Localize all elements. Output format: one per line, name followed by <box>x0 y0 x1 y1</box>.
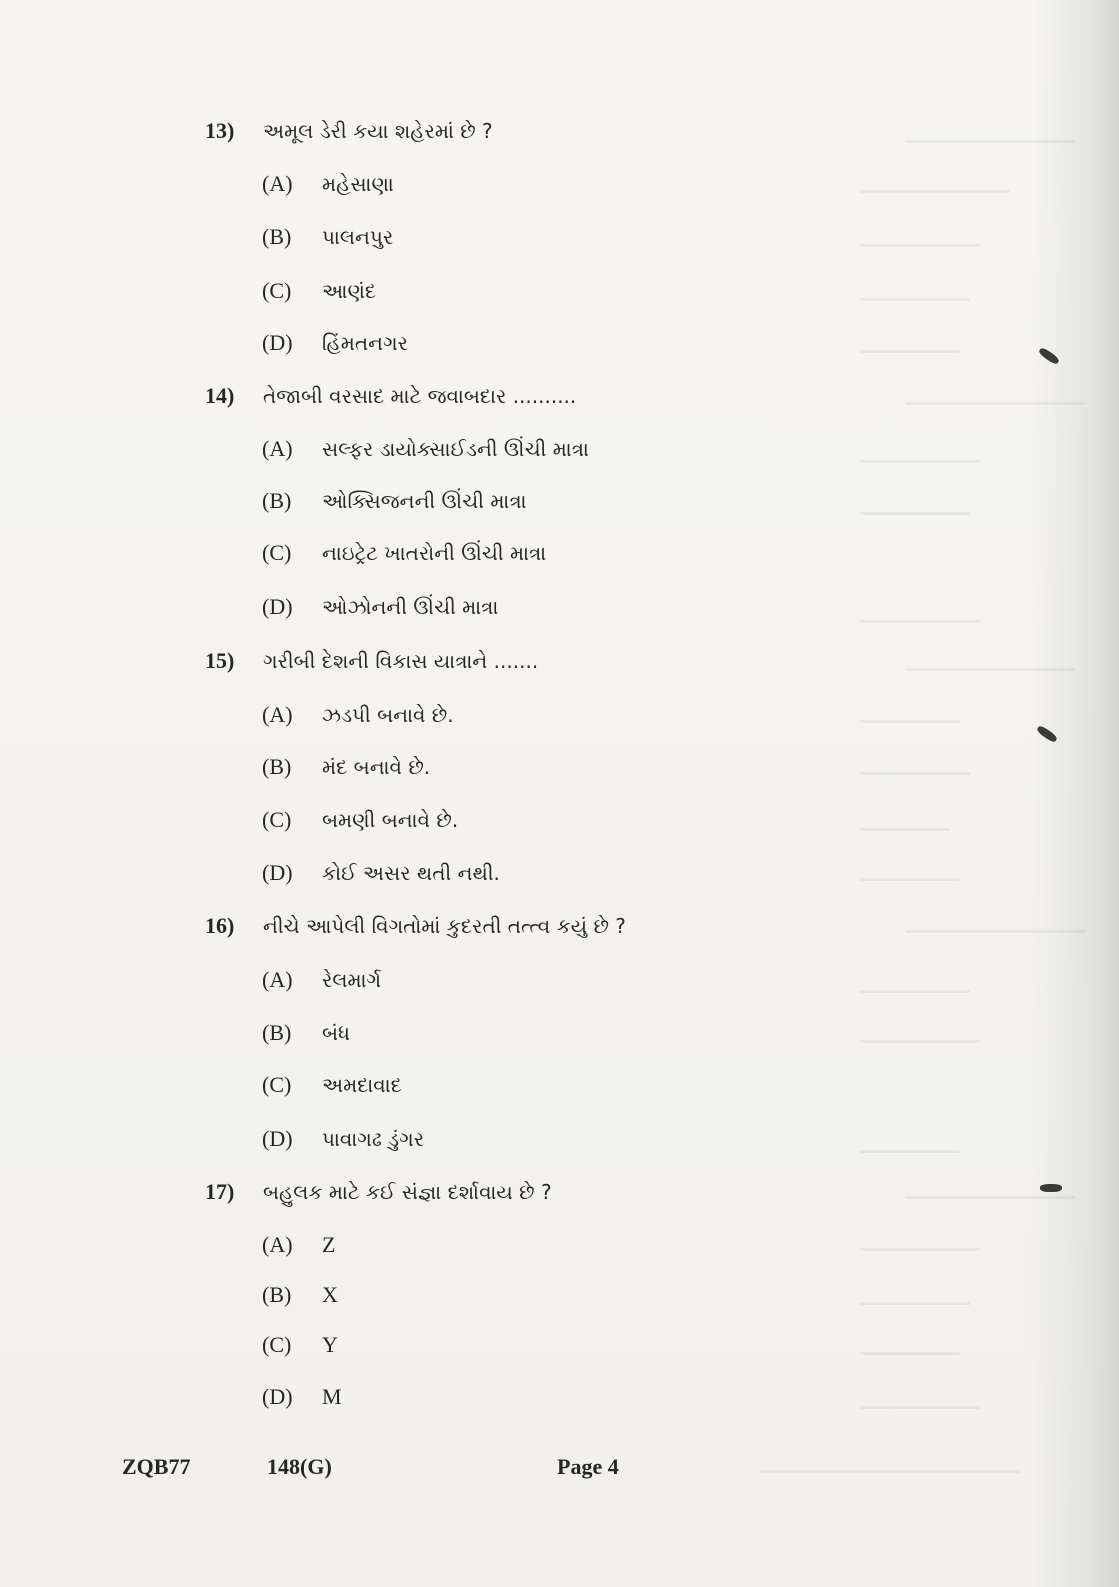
option-label: (C) <box>262 1072 292 1097</box>
punch-hole-mark <box>1038 346 1061 365</box>
bleed-through-line <box>905 140 1075 143</box>
option-label: (B) <box>262 488 292 513</box>
question-number: 17) <box>205 1179 235 1204</box>
option-label: (A) <box>262 967 293 992</box>
option-label: (D) <box>262 594 293 619</box>
bleed-through-line <box>860 1150 960 1153</box>
option-label: (C) <box>262 807 292 832</box>
question-number: 15) <box>205 648 235 673</box>
option-text: મહેસાણા <box>322 172 394 196</box>
option-label: (D) <box>262 860 293 885</box>
bleed-through-line <box>860 990 970 993</box>
bleed-through-line <box>860 244 980 247</box>
option-17-c <box>262 1332 338 1358</box>
question-number: 14) <box>205 383 235 408</box>
option-14-a <box>262 436 589 462</box>
option-16-c <box>262 1072 402 1098</box>
bleed-through-line <box>905 1196 1075 1199</box>
option-15-a <box>262 702 454 728</box>
option-16-a <box>262 967 381 993</box>
option-text: આણંદ <box>322 279 377 303</box>
option-text: ઓક્સિજનની ઊંચી માત્રા <box>322 489 527 513</box>
option-text: પાલનપુર <box>322 225 394 249</box>
question-text: બહુલક માટે કઈ સંજ્ઞા દર્શાવાય છે ? <box>263 1180 552 1204</box>
option-text: Z <box>322 1232 336 1257</box>
question-15 <box>205 648 538 674</box>
option-13-a <box>262 171 394 197</box>
bleed-through-line <box>860 460 980 463</box>
bleed-through-line <box>860 190 1010 193</box>
option-label: (B) <box>262 224 292 249</box>
option-text: કોઈ અસર થતી નથી. <box>322 861 500 885</box>
option-17-a <box>262 1232 335 1258</box>
option-16-d <box>262 1126 424 1152</box>
option-13-c <box>262 278 376 304</box>
option-17-d <box>262 1384 342 1410</box>
question-number: 16) <box>205 913 235 938</box>
option-label: (A) <box>262 702 293 727</box>
question-16 <box>205 913 626 939</box>
option-label: (D) <box>262 1126 293 1151</box>
option-text: બંધ <box>322 1021 351 1045</box>
option-label: (A) <box>262 171 293 196</box>
bleed-through-line <box>760 1470 1020 1473</box>
option-label: (D) <box>262 1384 293 1409</box>
option-text: ઓઝોનની ઊંચી માત્રા <box>322 595 499 619</box>
option-text: બમણી બનાવે છે. <box>322 808 459 832</box>
option-15-b <box>262 754 430 780</box>
option-label: (C) <box>262 278 292 303</box>
option-17-b <box>262 1282 338 1308</box>
option-label: (B) <box>262 1282 292 1307</box>
option-13-d <box>262 330 408 356</box>
bleed-through-line <box>860 1248 980 1251</box>
bleed-through-line <box>860 1040 980 1043</box>
footer-paper-number: 148(G) <box>267 1454 332 1479</box>
punch-hole-mark <box>1036 724 1059 743</box>
bleed-through-line <box>860 1302 970 1305</box>
option-text: M <box>322 1384 342 1409</box>
bleed-through-line <box>860 878 960 881</box>
bleed-through-line <box>860 620 980 623</box>
bleed-through-line <box>860 772 970 775</box>
question-14 <box>205 383 576 409</box>
bleed-through-line <box>860 828 950 831</box>
option-text: X <box>322 1282 338 1307</box>
question-text: અમૂલ ડેરી કયા શહેરમાં છે ? <box>263 119 493 143</box>
option-label: (C) <box>262 1332 292 1357</box>
option-label: (D) <box>262 330 293 355</box>
option-label: (A) <box>262 1232 293 1257</box>
bleed-through-line <box>905 402 1085 405</box>
question-text: ગરીબી દેશની વિકાસ યાત્રાને ....... <box>263 649 539 673</box>
option-text: નાઇટ્રેટ ખાતરોની ઊંચી માત્રા <box>322 541 547 565</box>
option-label: (B) <box>262 754 292 779</box>
option-label: (C) <box>262 540 292 565</box>
option-text: હિંમતનગર <box>322 331 408 355</box>
option-text: Y <box>322 1332 338 1357</box>
punch-hole-mark <box>1040 1184 1062 1192</box>
question-13 <box>205 118 493 144</box>
option-label: (A) <box>262 436 293 461</box>
bleed-through-line <box>860 512 970 515</box>
question-text: તેજાબી વરસાદ માટે જવાબદાર .......... <box>263 384 577 408</box>
option-label: (B) <box>262 1020 292 1045</box>
option-14-b <box>262 488 527 514</box>
question-text: નીચે આપેલી વિગતોમાં કુદરતી તત્ત્વ કયું છે ? <box>263 914 626 938</box>
option-text: મંદ બનાવે છે. <box>322 755 431 779</box>
footer-code: ZQB77 <box>122 1454 191 1479</box>
footer-page-number: Page 4 <box>557 1454 619 1479</box>
question-number: 13) <box>205 118 235 143</box>
option-14-c <box>262 540 546 566</box>
option-15-c <box>262 807 458 833</box>
option-text: સલ્ફર ડાયોક્સાઈડની ઊંચી માત્રા <box>322 437 589 461</box>
bleed-through-line <box>860 1406 980 1409</box>
option-text: પાવાગઢ ડુંગર <box>322 1127 425 1151</box>
bleed-through-line <box>860 1352 960 1355</box>
question-17 <box>205 1179 552 1205</box>
bleed-through-line <box>860 350 960 353</box>
bleed-through-line <box>860 298 970 301</box>
option-14-d <box>262 594 498 620</box>
bleed-through-line <box>905 930 1085 933</box>
option-text: અમદાવાદ <box>322 1073 402 1097</box>
option-13-b <box>262 224 393 250</box>
bleed-through-line <box>860 720 960 723</box>
option-text: ઝડપી બનાવે છે. <box>322 703 454 727</box>
option-text: રેલમાર્ગ <box>322 968 382 992</box>
bleed-through-line <box>905 668 1075 671</box>
option-16-b <box>262 1020 350 1046</box>
option-15-d <box>262 860 500 886</box>
